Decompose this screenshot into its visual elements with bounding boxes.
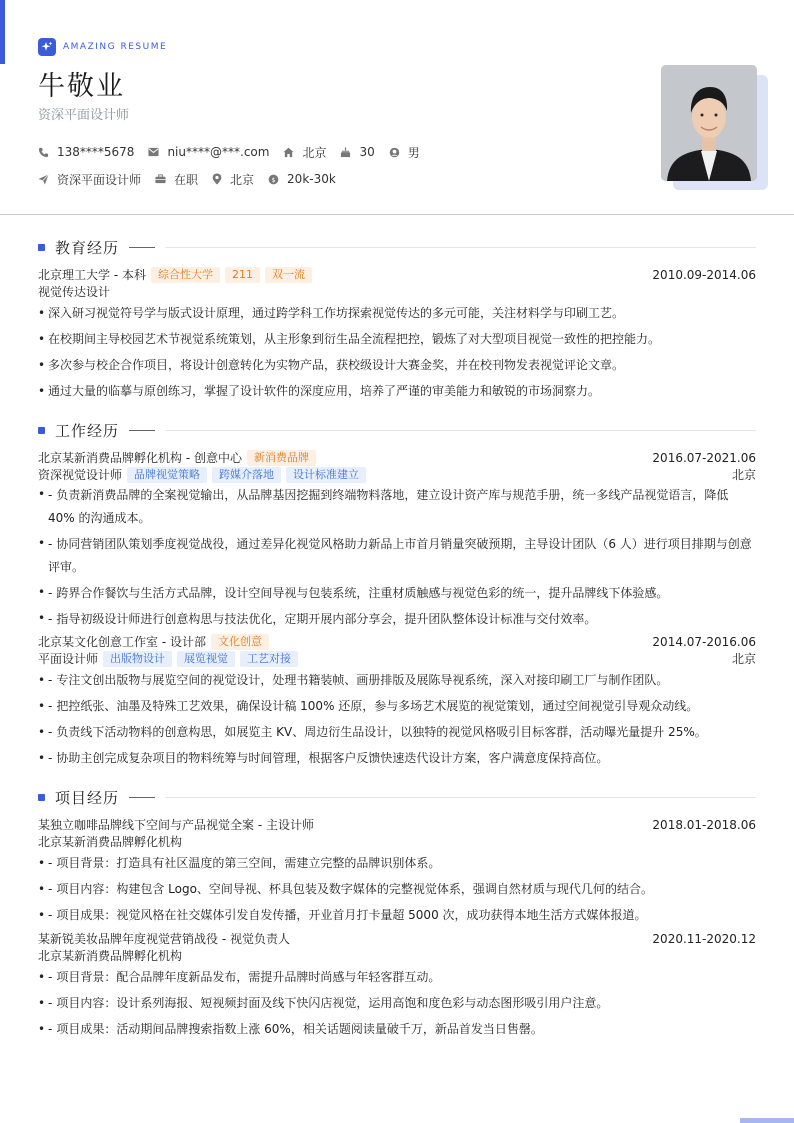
project-entry [38,816,756,928]
status-item [155,171,198,188]
sparkle-icon [38,38,56,56]
svg-text:$: $ [271,175,276,184]
bullet-text: 跨界合作餐饮与生活方式品牌，设计空间导视与包装系统，注重材质触感与视觉色彩的统一，提升品牌线下体验感。 [56,586,669,600]
bullet-text: 项目内容：构建包含 Logo、空间导视、杯具包装及数字媒体的完整视觉体系，强调自然材质与现代几何的结合。 [56,882,653,896]
list-item: • - 把控纸张、油墨及特殊工艺效果，确保设计稿 100% 还原，参与多场艺术展览的视觉策划，通过空间视觉引导观众动线。 [38,693,756,719]
location-text: 北京 [302,145,327,160]
gender-text: 男 [407,145,420,160]
briefcase-icon [155,174,166,184]
header-divider [0,214,794,215]
section-title-text: 教育经历 [55,238,120,257]
list-item: • - 项目内容：构建包含 Logo、空间导视、杯具包装及数字媒体的完整视觉体系，强调自然材质与现代几何的结合。 [38,876,756,902]
section-line-short [129,430,155,431]
project-header-row [38,816,756,833]
money-icon [268,174,279,185]
gender-icon [389,147,400,158]
role-tag: 出版物设计 [103,651,172,667]
work-city: 北京 [731,652,756,666]
list-item: • - 项目成果：活动期间品牌搜索指数上涨 60%，相关话题阅读量破千万，新品首发当日售罄。 [38,1016,756,1042]
project-bullets [38,850,756,928]
project-org: 北京某新消费品牌孵化机构 [38,949,183,963]
project-entry [38,930,756,1042]
position-text: 资深平面设计师 [57,172,142,187]
company-name: 北京某新消费品牌孵化机构 - 创意中心 [38,451,242,465]
profile-photo-frame [661,65,765,189]
project-name: 某独立咖啡品牌线下空间与产品视觉全案 - 主设计师 [38,818,314,832]
contact-row [38,144,758,160]
list-item: • 深入研习视觉符号学与版式设计原理，通过跨学科工作坊探索视觉传达的多元可能，关注材料学与印刷工艺。 [38,300,756,326]
intent-row [38,171,758,187]
bullet-text: 把控纸张、油墨及特殊工艺效果，确保设计稿 100% 还原，参与多场艺术展览的视觉策划，通过空间视觉引导观众动线。 [56,699,699,713]
candidate-name: 牛敬业 [38,71,125,102]
city-item [212,171,254,188]
work-bullets [38,667,756,771]
home-icon [283,147,294,158]
company-tag: 新消费品牌 [247,450,316,466]
project-date: 2020.11-2020.12 [652,931,756,946]
phone-icon [38,147,49,158]
bullet-text: 协同营销团队策划季度视觉战役，通过差异化视觉风格助力新品上市首月销量突破预期，主导设计团队（6 人）进行项目排期与创意评审。 [48,537,752,574]
work-date: 2014.07-2016.06 [652,634,756,649]
phone-text: 138****5678 [57,145,135,159]
location-item [283,144,326,161]
age-item [340,145,374,159]
section-dot [38,427,45,434]
bullet-text: 项目背景：打造具有社区温度的第三空间，需建立完整的品牌识别体系。 [56,856,441,870]
role-tag: 设计标准建立 [286,467,366,483]
bullet-text: 项目内容：设计系列海报、短视频封面及线下快闪店视觉，运用高饱和度色彩与动态图形吸引用户注意。 [56,996,609,1010]
major: 视觉传达设计 [38,285,111,299]
position-item [38,171,141,188]
list-item: • 多次参与校企合作项目，将设计创意转化为实物产品，获校级设计大赛金奖，并在校刊物发表视觉评论文章。 [38,352,756,378]
project-bullets [38,964,756,1042]
bottom-accent-bar [740,1118,794,1123]
list-item: • - 负责线下活动物料的创意构思，如展览主 KV、周边衍生品设计，以独特的视觉风格吸引目标客群，活动曝光量提升 25%。 [38,719,756,745]
project-name: 某新锐美妆品牌年度视觉营销战役 - 视觉负责人 [38,932,290,946]
bullet-text: 项目成果：视觉风格在社交媒体引发自发传播，开业首月打卡量超 5000 次，成功获得本地生活方式媒体报道。 [56,908,647,922]
education-section-title [38,237,756,257]
cake-icon [340,147,351,158]
email-item [148,145,269,159]
projects-section-title [38,787,756,807]
list-item: • - 项目背景：配合品牌年度新品发布，需提升品牌时尚感与年轻客群互动。 [38,964,756,990]
school-tag: 双一流 [265,267,312,283]
company-tag: 文化创意 [211,634,269,650]
education-date: 2010.09-2014.06 [652,267,756,282]
project-header-row [38,930,756,947]
status-text: 在职 [174,172,199,187]
map-pin-icon [212,173,222,185]
gender-item [389,144,420,161]
education-entry [38,266,756,404]
salary-text: 20k-30k [287,172,336,186]
project-org: 北京某新消费品牌孵化机构 [38,835,183,849]
bullet-text: 负责新消费品牌的全案视觉输出，从品牌基因挖掘到终端物料落地，建立设计资产库与规范手册，统一多线产品视觉语言，降低 40% 的沟通成本。 [48,488,729,525]
list-item: • - 项目成果：视觉风格在社交媒体引发自发传播，开业首月打卡量超 5000 次，成功获得本地生活方式媒体报道。 [38,902,756,928]
candidate-title: 资深平面设计师 [38,108,130,123]
work-header-row [38,633,756,650]
section-line-long [165,247,756,248]
project-org-row [38,947,756,964]
school-tag: 211 [225,267,260,283]
list-item: • - 协同营销团队策划季度视觉战役，通过差异化视觉风格助力新品上市首月销量突破预期，主导设计团队（6 人）进行项目排期与创意评审。 [38,532,756,581]
profile-photo [661,65,757,181]
work-date: 2016.07-2021.06 [652,450,756,465]
work-entry [38,633,756,771]
bullet-text: 协助主创完成复杂项目的物料统筹与时间管理，根据客户反馈快速迭代设计方案，客户满意度保持高位。 [56,751,609,765]
bullet-text: 项目背景：配合品牌年度新品发布，需提升品牌时尚感与年轻客群互动。 [56,970,441,984]
section-dot [38,244,45,251]
project-date: 2018.01-2018.06 [652,817,756,832]
list-item: • 在校期间主导校园艺术节视觉系统策划，从主形象到衍生品全流程把控，锻炼了对大型项目视觉一致性的把控能力。 [38,326,756,352]
major-row [38,283,756,300]
phone-item [38,145,134,159]
education-header-row [38,266,756,283]
work-bullets [38,483,756,633]
brand-text: AMAZING RESUME [63,42,168,52]
school-tag: 综合性大学 [151,267,220,283]
section-dot [38,794,45,801]
work-city: 北京 [731,468,756,482]
bullet-text: 指导初级设计师进行创意构思与技法优化，定期开展内部分享会，提升团队整体设计标准与交付效率。 [56,612,597,626]
age-text: 30 [359,145,375,159]
role-row [38,466,756,483]
work-entry [38,449,756,633]
role-name: 资深视觉设计师 [38,468,123,482]
work-section-title [38,420,756,440]
list-item: • 通过大量的临摹与原创练习，掌握了设计软件的深度应用，培养了严谨的审美能力和敏锐的市场洞察力。 [38,378,756,404]
section-line-short [129,247,155,248]
role-tag: 展览视觉 [177,651,235,667]
section-line-long [165,430,756,431]
list-item: • - 指导初级设计师进行创意构思与技法优化，定期开展内部分享会，提升团队整体设计标准与交付效率。 [38,607,756,633]
left-accent-bar [0,0,5,64]
brand [38,38,758,56]
school-name: 北京理工大学 - 本科 [38,268,146,282]
list-item: • - 项目内容：设计系列海报、短视频封面及线下快闪店视觉，运用高饱和度色彩与动态图形吸引用户注意。 [38,990,756,1016]
project-org-row [38,833,756,850]
email-text: niu****@***.com [167,145,270,159]
city-text: 北京 [230,172,255,187]
list-item: • - 项目背景：打造具有社区温度的第三空间，需建立完整的品牌识别体系。 [38,850,756,876]
resume-header [38,38,758,208]
role-tag: 品牌视觉策略 [127,467,207,483]
list-item: • - 专注文创出版物与展览空间的视觉设计，处理书籍装帧、画册排版及展陈导视系统，深入对接印刷工厂与制作团队。 [38,667,756,693]
education-bullets [38,300,756,404]
bullet-text: 专注文创出版物与展览空间的视觉设计，处理书籍装帧、画册排版及展陈导视系统，深入对接印刷工厂与制作团队。 [56,673,669,687]
list-item: • - 协助主创完成复杂项目的物料统筹与时间管理，根据客户反馈快速迭代设计方案，客户满意度保持高位。 [38,745,756,771]
bullet-text: 项目成果：活动期间品牌搜索指数上涨 60%，相关话题阅读量破千万，新品首发当日售罄。 [56,1022,543,1036]
company-name: 北京某文化创意工作室 - 设计部 [38,635,206,649]
role-name: 平面设计师 [38,652,99,666]
role-row [38,650,756,667]
salary-item [268,172,336,186]
send-icon [38,174,49,185]
section-line-long [165,797,756,798]
role-tag: 跨媒介落地 [212,467,281,483]
bullet-text: 负责线下活动物料的创意构思，如展览主 KV、周边衍生品设计，以独特的视觉风格吸引目标客群，活动曝光量提升 25%。 [56,725,707,739]
section-title-text: 项目经历 [55,788,120,807]
mail-icon [148,147,159,157]
role-tag: 工艺对接 [240,651,298,667]
section-title-text: 工作经历 [55,421,120,440]
section-line-short [129,797,155,798]
list-item: • - 跨界合作餐饮与生活方式品牌，设计空间导视与包装系统，注重材质触感与视觉色彩的统一，提升品牌线下体验感。 [38,581,756,607]
work-header-row [38,449,756,466]
list-item: • - 负责新消费品牌的全案视觉输出，从品牌基因挖掘到终端物料落地，建立设计资产库与规范手册，统一多线产品视觉语言，降低 40% 的沟通成本。 [38,483,756,532]
